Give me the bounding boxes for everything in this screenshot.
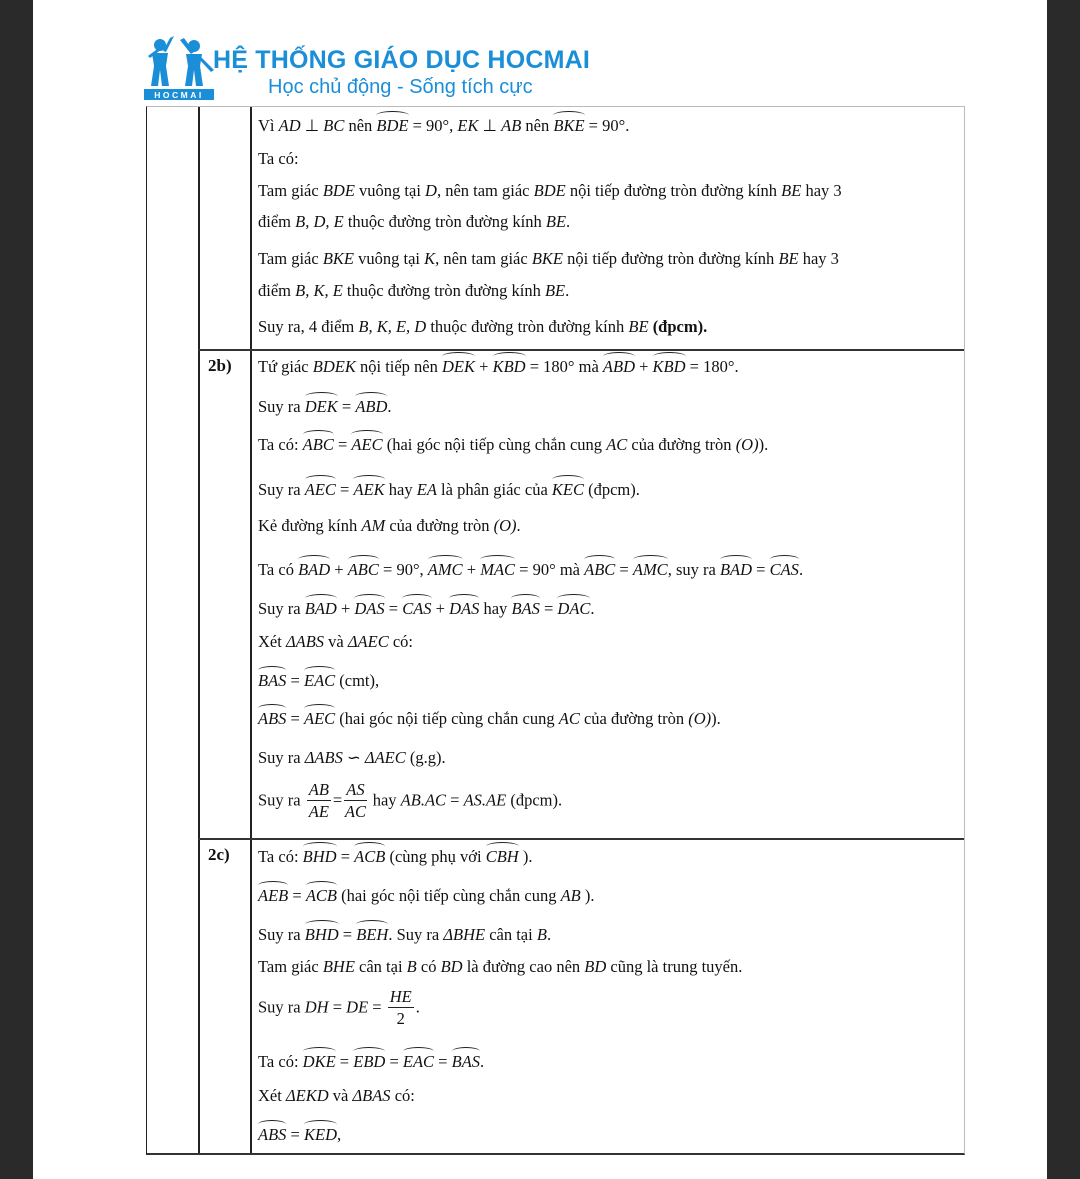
solution-line: Kẻ đường kính AM của đường tròn (O). [258, 516, 521, 535]
solution-line: Suy ra ΔABS ∽ ΔAEC (g.g). [258, 748, 446, 767]
section-label-2c: 2c) [208, 845, 230, 864]
solution-line: Ta có BAD + ABC = 90°, AMC + MAC = 90° mà ABC = AMC, suy ra BAD = CAS. [258, 560, 804, 579]
table-row-divider [198, 838, 964, 840]
fraction: $\frac{AS}{AC}$ [344, 780, 366, 821]
solution-line: AEB = ACB (hai góc nội tiếp cùng chắn cung AB ). [258, 886, 595, 905]
solution-line: Suy ra DH = DE = $\frac{HE}{2}$ . [258, 987, 420, 1028]
logo-text: HOCMAI [154, 90, 204, 100]
solution-line: điểm B, K, E thuộc đường tròn đường kính BE. [258, 281, 570, 300]
fraction: $\frac{AB}{AE}$ [308, 780, 329, 821]
solution-line: Suy ra $\frac{AB}{AE}$ = $\frac{AS}{AC}$ hay AB.AC = AS.AE (đpcm). [258, 780, 563, 821]
solution-line: Ta có: BHD = ACB (cùng phụ với CBH ). [258, 847, 533, 866]
solution-line: ABS = KED, [258, 1125, 342, 1144]
solution-line: Xét ΔABS và ΔAEC có: [258, 632, 414, 651]
solution-line: Vì AD ⊥ BC nên BDE = 90°, EK ⊥ AB nên BKE = 90°. [258, 116, 630, 135]
fraction: $\frac{HE}{2}$ [389, 987, 412, 1028]
solution-line: ABS = AEC (hai góc nội tiếp cùng chắn cung AC của đường tròn (O)). [258, 709, 721, 728]
solution-line: Suy ra, 4 điểm B, K, E, D thuộc đường tròn đường kính BE (đpcm). [258, 317, 708, 336]
brand-slogan: Học chủ động - Sống tích cực [268, 76, 533, 98]
table-row-divider [198, 349, 964, 351]
solution-line: Ta có: DKE = EBD = EAC = BAS. [258, 1052, 485, 1071]
solution-line: Tam giác BHE cân tại B có BD là đường cao nên BD cũng là trung tuyến. [258, 957, 743, 976]
brand-title: HỆ THỐNG GIÁO DỤC HOCMAI [213, 46, 591, 74]
solution-line: Tứ giác BDEK nội tiếp nên DEK + KBD = 180° mà ABD + KBD = 180°. [258, 357, 739, 376]
solution-line: điểm B, D, E thuộc đường tròn đường kính BE. [258, 212, 571, 231]
solution-line: Suy ra BAD + DAS = CAS + DAS hay BAS = DAC. [258, 599, 595, 618]
logo-figure-left-body [151, 53, 169, 86]
section-label-2b: 2b) [208, 356, 232, 375]
solution-line: BAS = EAC (cmt), [258, 671, 380, 690]
table-column-divider [250, 107, 252, 1153]
solution-line: Tam giác BDE vuông tại D, nên tam giác BDE nội tiếp đường tròn đường kính BE hay 3 [258, 181, 842, 200]
solution-line: Ta có: [258, 149, 299, 168]
solution-line: Ta có: ABC = AEC (hai góc nội tiếp cùng chắn cung AC của đường tròn (O)). [258, 435, 769, 454]
solution-line: Xét ΔEKD và ΔBAS có: [258, 1086, 415, 1105]
solution-line: Suy ra DEK = ABD. [258, 397, 392, 416]
solution-line: Tam giác BKE vuông tại K, nên tam giác BKE nội tiếp đường tròn đường kính BE hay 3 [258, 249, 839, 268]
solution-line: Suy ra BHD = BEH. Suy ra ΔBHE cân tại B. [258, 925, 552, 944]
solution-line: Suy ra AEC = AEK hay EA là phân giác của KEC (đpcm). [258, 480, 640, 499]
table-column-divider [198, 107, 200, 1153]
